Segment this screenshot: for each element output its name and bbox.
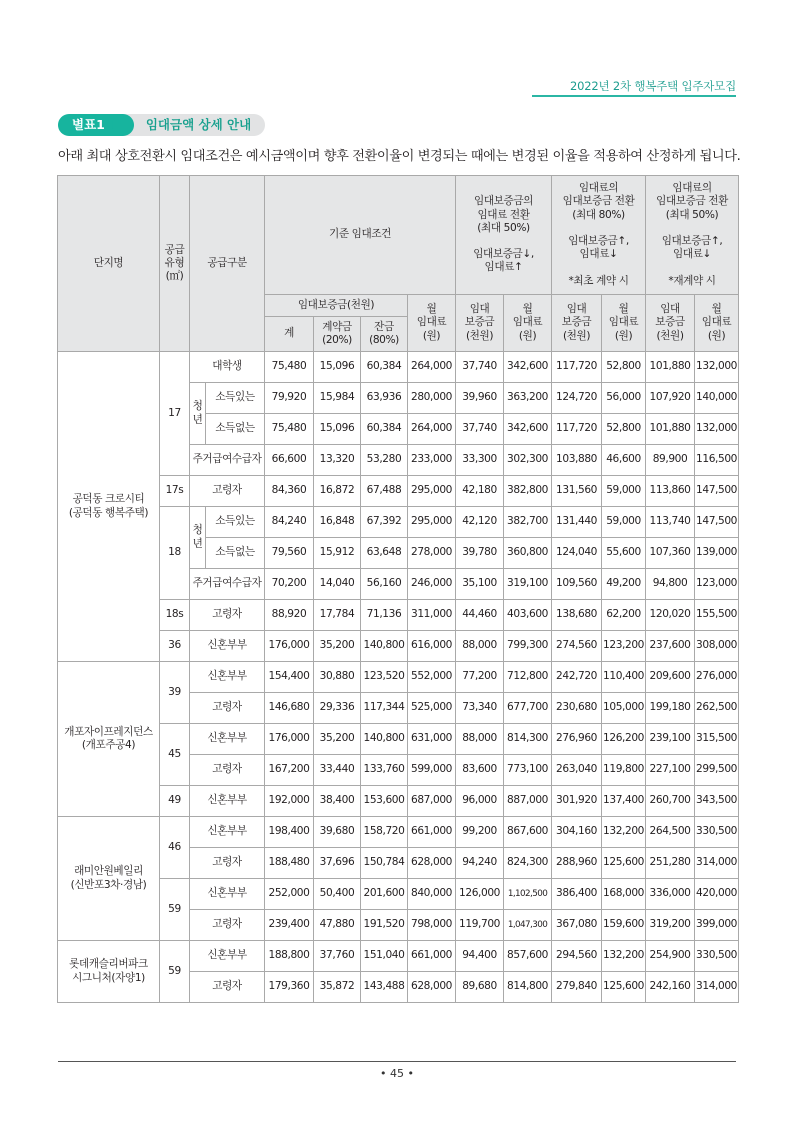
value-cell: 123,200 [602,631,646,662]
value-cell: 227,100 [646,755,695,786]
value-cell: 101,880 [646,414,695,445]
value-cell: 79,920 [265,383,314,414]
table-row [58,724,739,755]
supply-type: 17 [160,352,190,476]
complex-name: 개포자이프레지던스 (개포주공4) [58,662,160,817]
value-cell: 124,040 [552,538,602,569]
table-row [58,941,739,972]
value-cell: 403,600 [504,600,552,631]
value-cell: 105,000 [602,693,646,724]
value-cell: 150,784 [361,848,408,879]
value-cell: 56,160 [361,569,408,600]
value-cell: 123,000 [695,569,739,600]
value-cell: 16,848 [314,507,361,538]
value-cell: 33,300 [456,445,504,476]
value-cell: 15,096 [314,352,361,383]
value-cell: 125,600 [602,848,646,879]
running-header: 2022년 2차 행복주택 입주자모집 [570,79,736,93]
value-cell: 37,740 [456,414,504,445]
value-cell: 311,000 [408,600,456,631]
value-cell: 887,000 [504,786,552,817]
value-cell: 237,600 [646,631,695,662]
value-cell: 35,200 [314,724,361,755]
value-cell: 62,200 [602,600,646,631]
value-cell: 123,520 [361,662,408,693]
value-cell: 42,180 [456,476,504,507]
value-cell: 146,680 [265,693,314,724]
value-cell: 37,760 [314,941,361,972]
value-cell: 126,000 [456,879,504,910]
value-cell: 138,680 [552,600,602,631]
value-cell: 119,700 [456,910,504,941]
value-cell: 319,100 [504,569,552,600]
value-cell: 677,700 [504,693,552,724]
value-cell: 59,000 [602,476,646,507]
section-badge: 별표1 [58,114,123,136]
section-title: 임대금액 상세 안내 [122,114,265,136]
supply-class: 신혼부부 [190,941,265,972]
supply-class: 소득있는 [206,383,265,414]
supply-class: 소득없는 [206,538,265,569]
value-cell: 116,500 [695,445,739,476]
value-cell: 15,096 [314,414,361,445]
supply-class: 신혼부부 [190,724,265,755]
value-cell: 71,136 [361,600,408,631]
value-cell: 631,000 [408,724,456,755]
value-cell: 209,600 [646,662,695,693]
value-cell: 233,000 [408,445,456,476]
value-cell: 158,720 [361,817,408,848]
value-cell: 301,920 [552,786,602,817]
value-cell: 336,000 [646,879,695,910]
value-cell: 56,000 [602,383,646,414]
value-cell: 38,400 [314,786,361,817]
header-monthly: 월 임대료 (원) [408,295,456,352]
value-cell: 147,500 [695,476,739,507]
footer-rule [58,1061,736,1062]
value-cell: 274,560 [552,631,602,662]
value-cell: 319,200 [646,910,695,941]
value-cell: 264,000 [408,414,456,445]
table-row [58,631,739,662]
value-cell: 294,560 [552,941,602,972]
value-cell: 661,000 [408,817,456,848]
value-cell: 132,000 [695,414,739,445]
value-cell: 66,600 [265,445,314,476]
value-cell: 814,300 [504,724,552,755]
value-cell: 382,800 [504,476,552,507]
value-cell: 133,760 [361,755,408,786]
value-cell: 295,000 [408,507,456,538]
rent-table-body [58,352,739,1003]
value-cell: 251,280 [646,848,695,879]
value-cell: 88,000 [456,724,504,755]
value-cell: 50,400 [314,879,361,910]
header-complex: 단지명 [58,176,160,352]
value-cell: 168,000 [602,879,646,910]
value-cell: 94,400 [456,941,504,972]
value-cell: 276,000 [695,662,739,693]
value-cell: 151,040 [361,941,408,972]
intro-text: 아래 최대 상호전환시 임대조건은 예시금액이며 향후 전환이율이 변경되는 때에는 변경된 이율을 적용하여 산정하게 됩니다. [58,149,741,164]
value-cell: 264,000 [408,352,456,383]
value-cell: 288,960 [552,848,602,879]
value-cell: 39,780 [456,538,504,569]
table-row [58,662,739,693]
value-cell: 119,800 [602,755,646,786]
header-conv1-deposit: 임대 보증금 (천원) [456,295,504,352]
value-cell: 96,000 [456,786,504,817]
value-cell: 140,800 [361,724,408,755]
value-cell: 60,384 [361,414,408,445]
header-conv2-monthly: 월 임대료 (원) [602,295,646,352]
value-cell: 88,000 [456,631,504,662]
value-cell: 124,720 [552,383,602,414]
value-cell: 773,100 [504,755,552,786]
supply-type: 59 [160,879,190,941]
supply-class: 고령자 [190,600,265,631]
supply-type: 18s [160,600,190,631]
value-cell: 44,460 [456,600,504,631]
value-cell: 1,102,500 [504,879,552,910]
value-cell: 799,300 [504,631,552,662]
section-heading [58,114,265,136]
value-cell: 278,000 [408,538,456,569]
value-cell: 628,000 [408,972,456,1003]
rent-table [57,175,739,1003]
value-cell: 88,920 [265,600,314,631]
value-cell: 16,872 [314,476,361,507]
complex-name: 래미안원베일리 (신반포3차·경남) [58,817,160,941]
value-cell: 525,000 [408,693,456,724]
value-cell: 661,000 [408,941,456,972]
supply-class: 소득있는 [206,507,265,538]
header-conversion-2: 임대료의 임대보증금 전환 (최대 80%) 임대보증금↑, 임대료↓ *최초 계약 시 [552,176,646,295]
supply-class: 고령자 [190,693,265,724]
value-cell: 687,000 [408,786,456,817]
value-cell: 363,200 [504,383,552,414]
value-cell: 35,100 [456,569,504,600]
header-balance: 잔금 (80%) [361,317,408,352]
value-cell: 126,200 [602,724,646,755]
value-cell: 192,000 [265,786,314,817]
value-cell: 367,080 [552,910,602,941]
value-cell: 599,000 [408,755,456,786]
supply-class: 신혼부부 [190,631,265,662]
header-conv1-monthly: 월 임대료 (원) [504,295,552,352]
value-cell: 147,500 [695,507,739,538]
value-cell: 167,200 [265,755,314,786]
value-cell: 60,384 [361,352,408,383]
header-contract: 계약금 (20%) [314,317,361,352]
value-cell: 75,480 [265,414,314,445]
header-supply-class: 공급구분 [190,176,265,352]
value-cell: 131,440 [552,507,602,538]
value-cell: 628,000 [408,848,456,879]
value-cell: 382,700 [504,507,552,538]
value-cell: 35,872 [314,972,361,1003]
value-cell: 70,200 [265,569,314,600]
header-conversion-1: 임대보증금의 임대료 전환 (최대 50%) 임대보증금↓, 임대료↑ [456,176,552,295]
value-cell: 260,700 [646,786,695,817]
value-cell: 113,860 [646,476,695,507]
value-cell: 99,200 [456,817,504,848]
supply-class: 소득없는 [206,414,265,445]
value-cell: 84,240 [265,507,314,538]
value-cell: 29,336 [314,693,361,724]
table-row [58,600,739,631]
value-cell: 857,600 [504,941,552,972]
value-cell: 179,360 [265,972,314,1003]
value-cell: 67,488 [361,476,408,507]
value-cell: 117,720 [552,352,602,383]
value-cell: 42,120 [456,507,504,538]
value-cell: 308,000 [695,631,739,662]
value-cell: 252,000 [265,879,314,910]
value-cell: 1,047,300 [504,910,552,941]
value-cell: 239,100 [646,724,695,755]
table-row [58,879,739,910]
youth-label: 청 년 [190,383,206,445]
supply-class: 신혼부부 [190,879,265,910]
value-cell: 191,520 [361,910,408,941]
value-cell: 30,880 [314,662,361,693]
value-cell: 132,000 [695,352,739,383]
header-total: 계 [265,317,314,352]
value-cell: 117,720 [552,414,602,445]
value-cell: 13,320 [314,445,361,476]
value-cell: 55,600 [602,538,646,569]
supply-class: 고령자 [190,848,265,879]
header-rule [532,95,736,97]
value-cell: 263,040 [552,755,602,786]
complex-name: 공덕동 크로시티 (공덕동 행복주택) [58,352,160,662]
value-cell: 330,500 [695,941,739,972]
value-cell: 63,936 [361,383,408,414]
value-cell: 230,680 [552,693,602,724]
value-cell: 295,000 [408,476,456,507]
value-cell: 299,500 [695,755,739,786]
value-cell: 75,480 [265,352,314,383]
value-cell: 302,300 [504,445,552,476]
value-cell: 330,500 [695,817,739,848]
value-cell: 342,600 [504,414,552,445]
value-cell: 49,200 [602,569,646,600]
value-cell: 314,000 [695,848,739,879]
supply-type: 49 [160,786,190,817]
value-cell: 59,000 [602,507,646,538]
value-cell: 280,000 [408,383,456,414]
value-cell: 139,000 [695,538,739,569]
value-cell: 84,360 [265,476,314,507]
value-cell: 616,000 [408,631,456,662]
value-cell: 53,280 [361,445,408,476]
value-cell: 131,560 [552,476,602,507]
supply-class: 주거급여수급자 [190,569,265,600]
value-cell: 39,680 [314,817,361,848]
table-row [58,507,739,538]
value-cell: 239,400 [265,910,314,941]
supply-type: 17s [160,476,190,507]
supply-class: 고령자 [190,910,265,941]
value-cell: 63,648 [361,538,408,569]
value-cell: 73,340 [456,693,504,724]
value-cell: 39,960 [456,383,504,414]
value-cell: 101,880 [646,352,695,383]
value-cell: 77,200 [456,662,504,693]
youth-label: 청 년 [190,507,206,569]
value-cell: 824,300 [504,848,552,879]
value-cell: 67,392 [361,507,408,538]
value-cell: 867,600 [504,817,552,848]
value-cell: 137,400 [602,786,646,817]
value-cell: 154,400 [265,662,314,693]
value-cell: 103,880 [552,445,602,476]
supply-type: 46 [160,817,190,879]
value-cell: 14,040 [314,569,361,600]
value-cell: 15,984 [314,383,361,414]
supply-class: 고령자 [190,755,265,786]
header-conv3-monthly: 월 임대료 (원) [695,295,739,352]
value-cell: 94,240 [456,848,504,879]
value-cell: 188,480 [265,848,314,879]
value-cell: 798,000 [408,910,456,941]
value-cell: 176,000 [265,631,314,662]
value-cell: 199,180 [646,693,695,724]
value-cell: 360,800 [504,538,552,569]
value-cell: 198,400 [265,817,314,848]
value-cell: 110,400 [602,662,646,693]
value-cell: 89,900 [646,445,695,476]
header-base-condition: 기준 임대조건 [265,176,456,295]
value-cell: 37,740 [456,352,504,383]
supply-type: 18 [160,507,190,600]
table-row [58,352,739,383]
value-cell: 47,880 [314,910,361,941]
value-cell: 814,800 [504,972,552,1003]
value-cell: 254,900 [646,941,695,972]
supply-class: 주거급여수급자 [190,445,265,476]
supply-type: 45 [160,724,190,786]
value-cell: 113,740 [646,507,695,538]
header-conv2-deposit: 임대 보증금 (천원) [552,295,602,352]
value-cell: 315,500 [695,724,739,755]
value-cell: 420,000 [695,879,739,910]
value-cell: 712,800 [504,662,552,693]
header-conversion-3: 임대료의 임대보증금 전환 (최대 50%) 임대보증금↑, 임대료↓ *재계약 시 [646,176,739,295]
value-cell: 94,800 [646,569,695,600]
value-cell: 89,680 [456,972,504,1003]
supply-class: 고령자 [190,972,265,1003]
value-cell: 304,160 [552,817,602,848]
value-cell: 264,500 [646,817,695,848]
value-cell: 125,600 [602,972,646,1003]
value-cell: 17,784 [314,600,361,631]
value-cell: 176,000 [265,724,314,755]
table-row [58,476,739,507]
value-cell: 201,600 [361,879,408,910]
value-cell: 143,488 [361,972,408,1003]
value-cell: 399,000 [695,910,739,941]
value-cell: 276,960 [552,724,602,755]
value-cell: 314,000 [695,972,739,1003]
value-cell: 33,440 [314,755,361,786]
value-cell: 386,400 [552,879,602,910]
value-cell: 262,500 [695,693,739,724]
value-cell: 35,200 [314,631,361,662]
value-cell: 140,800 [361,631,408,662]
supply-class: 대학생 [190,352,265,383]
value-cell: 242,720 [552,662,602,693]
value-cell: 132,200 [602,941,646,972]
supply-class: 신혼부부 [190,786,265,817]
value-cell: 140,000 [695,383,739,414]
value-cell: 132,200 [602,817,646,848]
value-cell: 552,000 [408,662,456,693]
supply-type: 59 [160,941,190,1003]
table-row [58,817,739,848]
page-number: • 45 • [380,1067,414,1080]
value-cell: 117,344 [361,693,408,724]
value-cell: 52,800 [602,414,646,445]
value-cell: 153,600 [361,786,408,817]
value-cell: 343,500 [695,786,739,817]
value-cell: 109,560 [552,569,602,600]
value-cell: 107,920 [646,383,695,414]
value-cell: 279,840 [552,972,602,1003]
value-cell: 342,600 [504,352,552,383]
value-cell: 52,800 [602,352,646,383]
value-cell: 79,560 [265,538,314,569]
complex-name: 롯데캐슬리버파크 시그니처(자양1) [58,941,160,1003]
supply-class: 신혼부부 [190,817,265,848]
supply-type: 39 [160,662,190,724]
value-cell: 246,000 [408,569,456,600]
value-cell: 159,600 [602,910,646,941]
value-cell: 120,020 [646,600,695,631]
value-cell: 46,600 [602,445,646,476]
value-cell: 188,800 [265,941,314,972]
value-cell: 840,000 [408,879,456,910]
value-cell: 155,500 [695,600,739,631]
supply-class: 신혼부부 [190,662,265,693]
value-cell: 83,600 [456,755,504,786]
table-row [58,786,739,817]
value-cell: 37,696 [314,848,361,879]
value-cell: 242,160 [646,972,695,1003]
header-deposit-group: 임대보증금(천원) [265,295,408,317]
value-cell: 15,912 [314,538,361,569]
supply-class: 고령자 [190,476,265,507]
header-supply-type: 공급 유형 (㎡) [160,176,190,352]
value-cell: 107,360 [646,538,695,569]
header-conv3-deposit: 임대 보증금 (천원) [646,295,695,352]
supply-type: 36 [160,631,190,662]
